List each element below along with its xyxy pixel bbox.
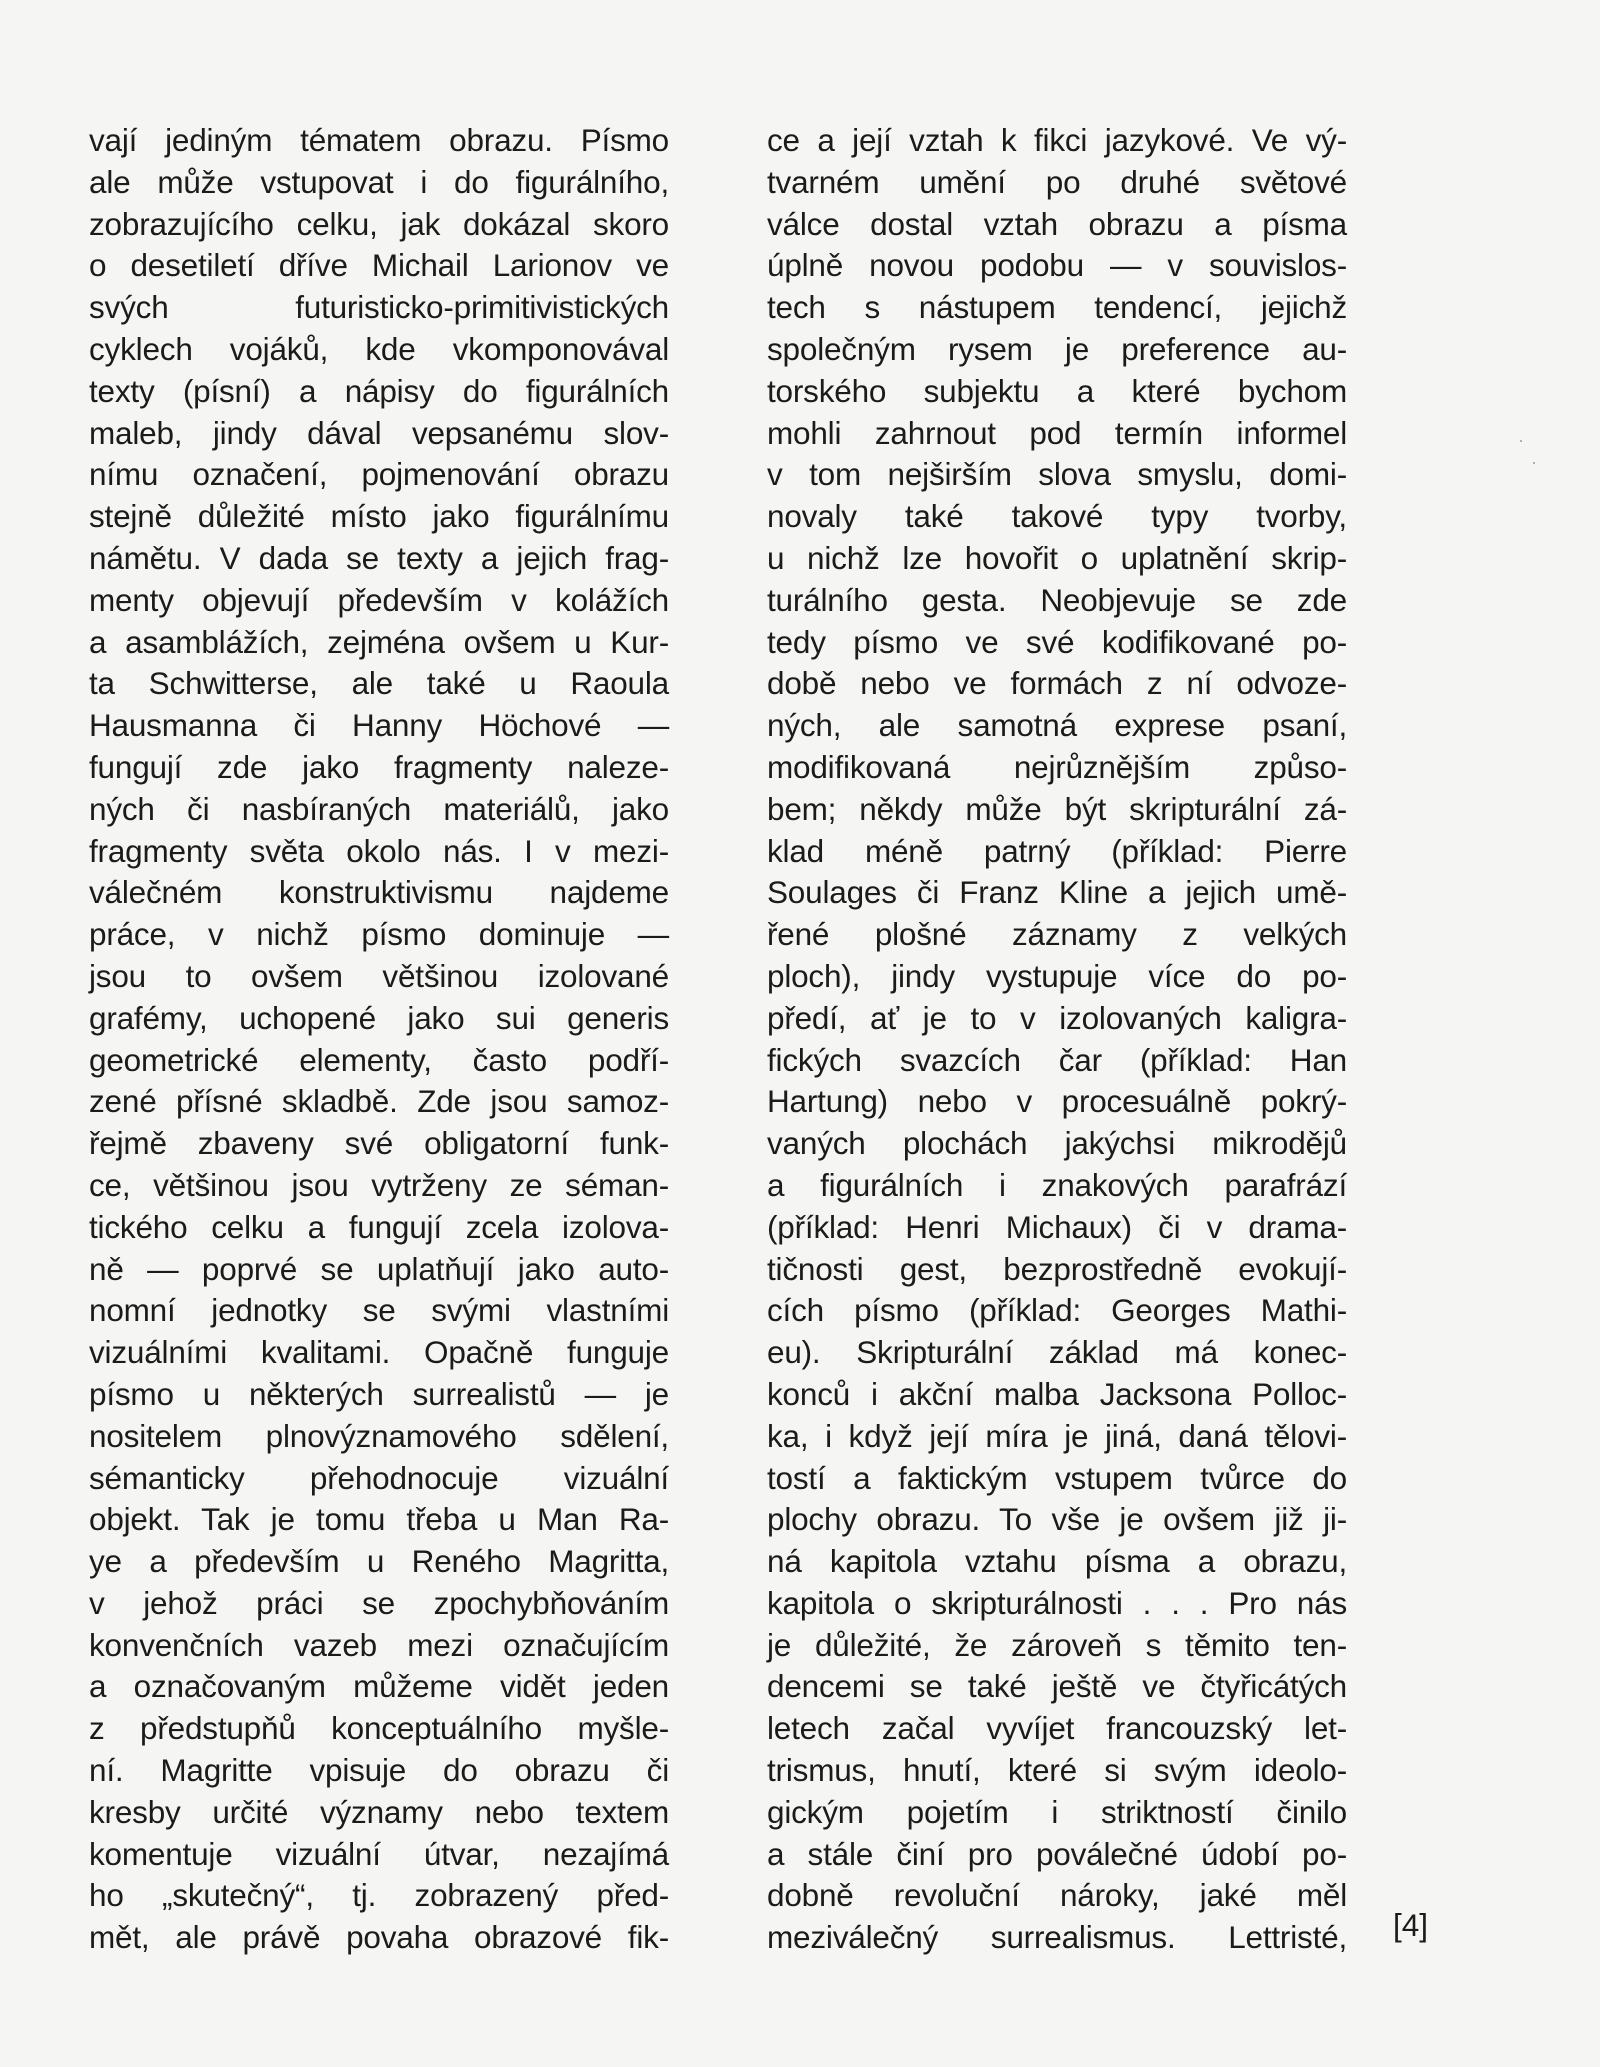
text-line: cyklech vojáků, kde vkomponovával [89, 330, 669, 367]
text-line: grafémy, uchopené jako sui generis [89, 999, 669, 1036]
text-line: kresby určité významy nebo textem [89, 1793, 669, 1830]
text-line: v tom nejširším slova smyslu, domi- [767, 456, 1347, 493]
text-line: bem; někdy může být skripturální zá- [767, 790, 1347, 827]
text-line: z předstupňů konceptuálního myšle- [89, 1710, 669, 1747]
text-line: námětu. V dada se texty a jejich frag- [89, 539, 669, 576]
text-line: cích písmo (příklad: Georges Mathi- [767, 1292, 1347, 1329]
text-line: ye a především u Reného Magritta, [89, 1543, 669, 1580]
text-line: torského subjektu a které bychom [767, 372, 1347, 409]
text-line: tvarném umění po druhé světové [767, 163, 1347, 200]
text-line: u nichž lze hovořit o uplatnění skrip- [767, 539, 1347, 576]
text-line: ní. Magritte vpisuje do obrazu či [89, 1752, 669, 1789]
text-line: Soulages či Franz Kline a jejich umě- [767, 874, 1347, 911]
text-line: novaly také takové typy tvorby, [767, 498, 1347, 535]
text-line: konců i akční malba Jacksona Polloc- [767, 1375, 1347, 1412]
text-line: válce dostal vztah obrazu a písma [767, 205, 1347, 242]
text-line: ka, i když její míra je jiná, daná tělovi- [767, 1417, 1347, 1454]
text-line: vají jediným tématem obrazu. Písmo [89, 122, 669, 158]
text-line: předí, ať je to v izolovaných kaligra- [767, 999, 1347, 1036]
text-line: (příklad: Henri Michaux) či v drama- [767, 1208, 1347, 1245]
text-line: zobrazujícího celku, jak dokázal skoro [89, 205, 669, 242]
text-line: stejně důležité místo jako figurálnímu [89, 498, 669, 535]
text-line: tického celku a fungují zcela izolova- [89, 1208, 669, 1245]
text-line: vizuálními kvalitami. Opačně funguje [89, 1334, 669, 1371]
text-line: ných či nasbíraných materiálů, jako [89, 790, 669, 827]
text-line: fungují zde jako fragmenty naleze- [89, 748, 669, 785]
text-line: řejmě zbaveny své obligatorní funk- [89, 1125, 669, 1162]
text-line: kapitola o skripturálnosti . . . Pro nás [767, 1584, 1347, 1621]
text-line: ho „skutečný“, tj. zobrazený před- [89, 1877, 669, 1914]
text-line: modifikovaná nejrůznějším způso- [767, 748, 1347, 785]
text-line: fických svazcích čar (příklad: Han [767, 1041, 1347, 1078]
text-line: ce, většinou jsou vytrženy ze séman- [89, 1166, 669, 1203]
text-line: vaných plochách jakýchsi mikrodějů [767, 1125, 1347, 1162]
text-line: mět, ale právě povaha obrazové fik- [89, 1919, 669, 1956]
text-line: dobně revoluční nároky, jaké měl [767, 1877, 1347, 1914]
text-line: nímu označení, pojmenování obrazu [89, 456, 669, 493]
text-line: jsou to ovšem většinou izolované [89, 957, 669, 994]
text-line: objekt. Tak je tomu třeba u Man Ra- [89, 1501, 669, 1538]
text-line: gickým pojetím i striktností činilo [767, 1793, 1347, 1830]
text-line: a asamblážích, zejména ovšem u Kur- [89, 623, 669, 660]
text-line: zené přísné skladbě. Zde jsou samoz- [89, 1083, 669, 1120]
text-line: dencemi se také ještě ve čtyřicátých [767, 1668, 1347, 1705]
text-line: tičnosti gest, bezprostředně evokují- [767, 1250, 1347, 1287]
text-line: mohli zahrnout pod termín informel [767, 414, 1347, 451]
text-line: geometrické elementy, často podří- [89, 1041, 669, 1078]
text-line: řené plošné záznamy z velkých [767, 916, 1347, 953]
text-line: tedy písmo ve své kodifikované po- [767, 623, 1347, 660]
text-line: turálního gesta. Neobjevuje se zde [767, 581, 1347, 618]
text-line: Hartung) nebo v procesuálně pokrý- [767, 1083, 1347, 1120]
paper-speck [1520, 440, 1522, 442]
text-line: ce a její vztah k fikci jazykové. Ve vý- [767, 122, 1347, 158]
left-text-column [89, 120, 669, 1959]
text-line: písmo u některých surrealistů — je [89, 1375, 669, 1412]
text-line: maleb, jindy dával vepsanému slov- [89, 414, 669, 451]
text-line: ploch), jindy vystupuje více do po- [767, 957, 1347, 994]
right-text-column [767, 120, 1347, 1959]
text-line: je důležité, že zároveň s těmito ten- [767, 1626, 1347, 1663]
text-line: ných, ale samotná exprese psaní, [767, 707, 1347, 744]
text-line: a označovaným můžeme vidět jeden [89, 1668, 669, 1705]
text-line: sémanticky přehodnocuje vizuální [89, 1459, 669, 1496]
text-line: době nebo ve formách z ní odvoze- [767, 665, 1347, 702]
text-line: ně — poprvé se uplatňují jako auto- [89, 1250, 669, 1287]
text-line: ale může vstupovat i do figurálního, [89, 163, 669, 200]
text-line: komentuje vizuální útvar, nezajímá [89, 1835, 669, 1872]
text-line: plochy obrazu. To vše je ovšem již ji- [767, 1501, 1347, 1538]
paper-speck [1533, 462, 1535, 464]
text-line: tostí a faktickým vstupem tvůrce do [767, 1459, 1347, 1496]
text-line: válečném konstruktivismu najdeme [89, 874, 669, 911]
text-line: konvenčních vazeb mezi označujícím [89, 1626, 669, 1663]
text-line: tech s nástupem tendencí, jejichž [767, 289, 1347, 326]
text-line: společným rysem je preference au- [767, 330, 1347, 367]
text-line: fragmenty světa okolo nás. I v mezi- [89, 832, 669, 869]
text-line: a figurálních i znakových parafrází [767, 1166, 1347, 1203]
text-line: svých futuristicko-primitivistických [89, 289, 669, 326]
text-line: ta Schwitterse, ale také u Raoula [89, 665, 669, 702]
text-line: nositelem plnovýznamového sdělení, [89, 1417, 669, 1454]
text-line: v jehož práci se zpochybňováním [89, 1584, 669, 1621]
text-line: úplně novou podobu — v souvislos- [767, 247, 1347, 284]
text-line: meziválečný surrealismus. Lettristé, [767, 1919, 1347, 1956]
text-line: o desetiletí dříve Michail Larionov ve [89, 247, 669, 284]
text-line: letech začal vyvíjet francouzský let- [767, 1710, 1347, 1747]
text-line: trismus, hnutí, které si svým ideolo- [767, 1752, 1347, 1789]
text-line: nomní jednotky se svými vlastními [89, 1292, 669, 1329]
text-line: ná kapitola vztahu písma a obrazu, [767, 1543, 1347, 1580]
text-line: texty (písní) a nápisy do figurálních [89, 372, 669, 409]
text-line: a stále činí pro poválečné údobí po- [767, 1835, 1347, 1872]
text-line: Hausmanna či Hanny Höchové — [89, 707, 669, 744]
page-number: [4] [1393, 1907, 1429, 1943]
text-line: eu). Skripturální základ má konec- [767, 1334, 1347, 1371]
text-line: menty objevují především v kolážích [89, 581, 669, 618]
text-line: klad méně patrný (příklad: Pierre [767, 832, 1347, 869]
text-line: práce, v nichž písmo dominuje — [89, 916, 669, 953]
